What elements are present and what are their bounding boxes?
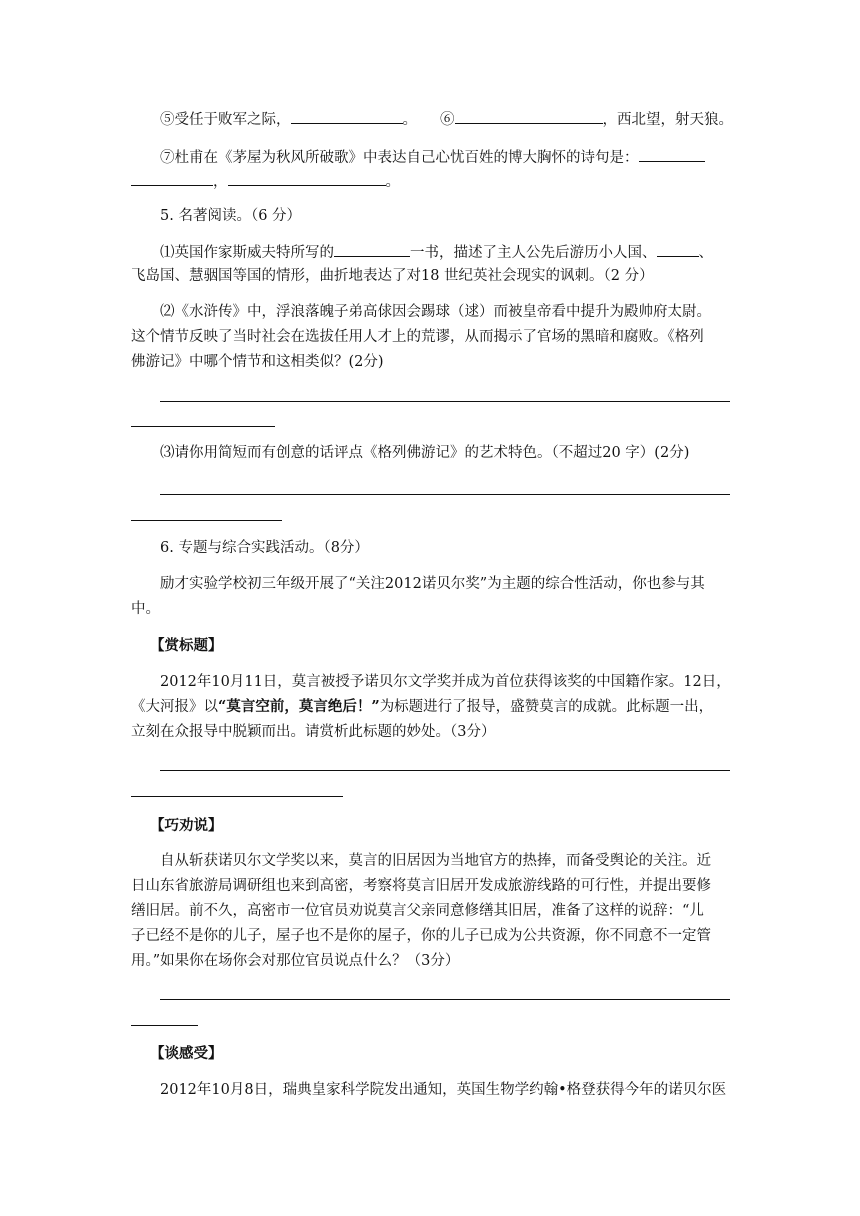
q1-blank-1[interactable] [334,242,410,257]
q6-blank[interactable] [455,109,603,124]
para2-line1: 自从斩获诺贝尔文学奖以来，莫言的旧居因为当地官方的热捧，而备受舆论的关注。近 [160,853,711,869]
q7-text: ⑦杜甫在《茅屋为秋风所破歌》中表达自己心忧百姓的博大胸怀的诗句是： [160,150,639,166]
para3-line1: 2012年10月8日，瑞典皇家科学院发出通知，英国生物学约翰•格登获得今年的诺贝尔医 [160,1082,727,1098]
answer-line-q3[interactable] [160,494,730,495]
q7-blank-3[interactable] [228,171,386,186]
q5-end: 。 [402,112,417,128]
q7-blank-2[interactable] [131,171,213,186]
heading-shang-biaoti: 【赏标题】 [150,637,223,654]
section5-q1-line2: 飞岛国、慧骃国等国的情形，曲折地表达了对18 世纪英社会现实的讽刺。（2 分） [131,268,654,284]
section5-q2-line1: ⑵《水浒传》中，浮浪落魄子弟高俅因会踢球（逑）而被皇帝看中提升为殿帅府太尉。 [160,304,711,320]
section6-intro-line1: 励才实验学校初三年级开展了“关注2012诺贝尔奖”为主题的综合性活动，你也参与其 [160,576,705,592]
q1-text-c: 、 [698,245,713,261]
para2-line4: 子已经不是你的儿子，屋子也不是你的屋子，你的儿子已成为公共资源，你不同意不一定管 [131,928,711,944]
q1-text-b: 一书，描述了主人公先后游历小人国、 [410,245,657,261]
para1-line3: 立刻在众报导中脱颖而出。请赏析此标题的妙处。（3分） [131,724,496,740]
heading-tan-ganshou: 【谈感受】 [150,1045,223,1062]
answer-line-shang-cont[interactable] [131,796,343,797]
poem-question-7 [160,147,760,168]
para2-line2: 日山东省旅游局调研组也来到高密，考察将莫言旧居开发成旅游线路的可行性，并提出要修 [131,878,711,894]
q7-comma: ， [213,174,228,190]
answer-line-qiao-cont[interactable] [131,1025,198,1026]
q1-text-a: ⑴英国作家斯威夫特所写的 [160,245,334,261]
section5-q3-line1: ⑶请你用简短而有创意的话评点《格列佛游记》的艺术特色。（不超过20 字）(2分) [160,445,690,461]
answer-line-qiao[interactable] [160,999,730,1000]
answer-line-q2-cont[interactable] [131,426,275,427]
answer-line-q2[interactable] [160,401,730,402]
q5-blank[interactable] [291,109,403,124]
q6-text: ，西北望，射天狼。 [602,112,734,128]
section6-title: 6. 专题与综合实践活动。（8分） [160,540,369,556]
section5-q2-line3: 佛游记》中哪个情节和这相类似？(2分) [131,354,384,370]
q7-blank-1[interactable] [639,147,705,162]
para1-headline-quote: “莫言空前，莫言绝后！” [218,698,380,715]
answer-line-q3-cont[interactable] [131,520,282,521]
para1-line1: 2012年10月11日，莫言被授予诺贝尔文学奖并成为首位获得该奖的中国籍作家。12日， [160,674,731,690]
section5-q1 [160,242,760,263]
para2-line3: 缮旧居。前不久，高密市一位官员劝说莫言父亲同意修缮其旧居，准备了这样的说辞：“儿 [131,903,704,919]
section6-intro-line2: 中。 [131,601,160,617]
poem-question-7-cont [131,171,731,192]
q1-blank-2[interactable] [657,242,699,257]
section5-title: 5. 名著阅读。（6 分） [160,208,302,224]
section5-q2-line2: 这个情节反映了当时社会在选拔任用人才上的荒谬，从而揭示了官场的黑暗和腐败。《格列 [131,329,704,345]
para1-line2-a: 《大河报》以 [131,699,218,715]
poem-question-5-6 [160,109,760,130]
answer-line-shang[interactable] [160,770,730,771]
para1-line2 [131,697,731,717]
q6-num: ⑥ [440,112,455,128]
q5-text: ⑤受任于败军之际， [160,112,291,128]
para2-line5: 用。”如果你在场你会对那位官员说点什么？（3分） [131,953,460,969]
q7-end: 。 [385,174,400,190]
para1-line2-c: 为标题进行了报导，盛赞莫言的成就。此标题一出， [379,699,714,715]
heading-qiao-quanshuo: 【巧劝说】 [150,817,223,834]
